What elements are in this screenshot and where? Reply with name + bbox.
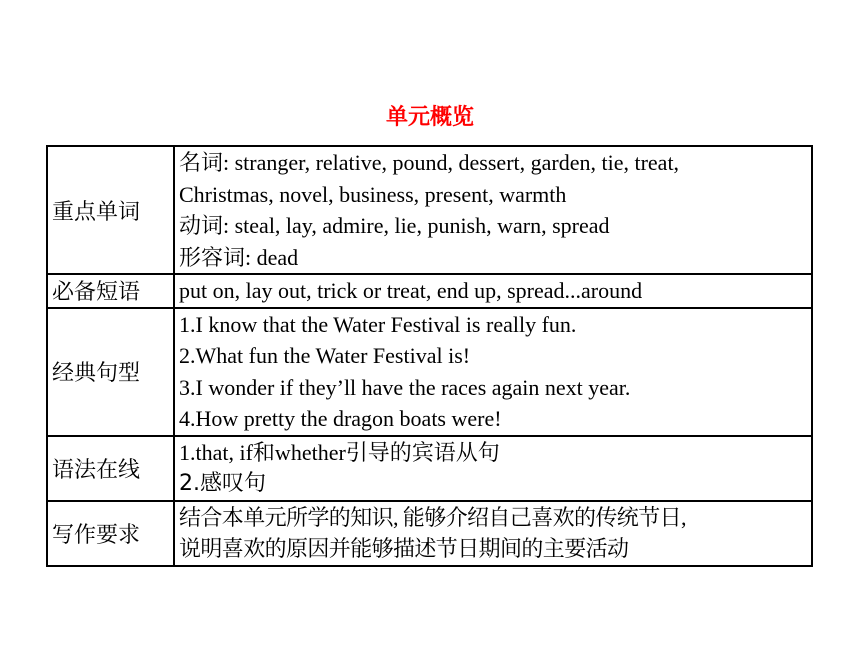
content-line: 2.What fun the Water Festival is! <box>179 343 471 368</box>
unit-overview-table <box>46 145 813 567</box>
table-row <box>47 308 812 436</box>
content-line: 4.How pretty the dragon boats were! <box>179 406 502 431</box>
content-line: 动词: steal, lay, admire, lie, punish, warn, spread <box>179 213 610 238</box>
table-row <box>47 501 812 566</box>
row-content-grammar <box>174 436 812 501</box>
row-label-key-words: 重点单词 <box>47 146 174 274</box>
content-line: 2.感叹句 <box>179 471 266 496</box>
table-row <box>47 274 812 308</box>
row-content-writing <box>174 501 812 566</box>
content-line: 形容词: dead <box>179 244 299 270</box>
content-line: 1.that, if和whether引导的宾语从句 <box>179 439 500 465</box>
content-line: 1.I know that the Water Festival is really fun. <box>179 311 577 337</box>
content-line: 名词: stranger, relative, pound, dessert, garden, tie, treat, <box>179 150 680 175</box>
row-label-grammar: 语法在线 <box>47 436 174 501</box>
table-row <box>47 146 812 274</box>
content-line: 说明喜欢的原因并能够描述节日期间的主要活动 <box>179 536 629 561</box>
row-content-sentence-patterns <box>174 308 812 436</box>
content-line: put on, lay out, trick or treat, end up, spread...around <box>179 278 643 303</box>
row-content-key-words <box>174 146 812 274</box>
row-label-writing: 写作要求 <box>47 501 174 566</box>
row-label-sentence-patterns: 经典句型 <box>47 308 174 436</box>
content-line: Christmas, novel, business, present, warmth <box>179 181 567 207</box>
content-line: 结合本单元所学的知识, 能够介绍自己喜欢的传统节日, <box>179 504 686 530</box>
table-row <box>47 436 812 501</box>
content-line: 3.I wonder if they’ll have the races again next year. <box>179 374 631 400</box>
page-title: 单元概览 <box>385 105 474 130</box>
row-content-key-phrases <box>174 274 812 308</box>
row-label-key-phrases: 必备短语 <box>47 274 174 308</box>
